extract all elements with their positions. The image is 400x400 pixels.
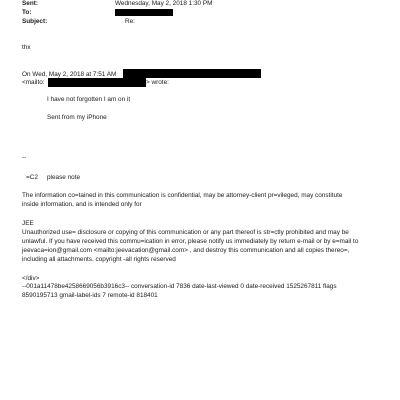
confidentiality-line-2: inside information, and is intended only for [22,201,142,208]
unauthorized-line-2: unlawful. If you have received this commu=ication in error, please notify us immediately by return e-mail or by e=mail to [22,238,359,245]
encoding-code: =C2 [26,174,38,181]
subject-value: Re: [125,18,135,25]
redaction-bar-sender [123,69,261,78]
sent-value: Wednesday, May 2, 2018 1:30 PM [115,0,213,7]
unauthorized-line-4: including all attachments. copyright -all rights reserved [22,256,176,263]
reply-text: thx [22,44,31,51]
quoted-sent-from: Sent from my iPhone [47,114,107,121]
to-label: To: [22,9,32,16]
subject-label: Subject: [22,18,48,25]
metadata-line-1: --001a11478be4258669056b3916c3-- conversation-id 7836 date-last-viewed 0 date-received 1525267811 flags [22,283,337,290]
redaction-bar-to [115,9,173,16]
please-note: please note [47,174,81,181]
initials: JEE [22,220,34,227]
sent-label: Sent: [22,0,38,7]
div-close-tag: </div> [22,275,40,282]
quoted-wrote: > wrote: [146,79,169,86]
unauthorized-line-3: jeevaca=ion@gmail.com <mailto:jeevacation@gmail.com> , and destroy this communication and all copies thereo=, [22,247,350,254]
metadata-line-2: 8590195713 gmail-label-ids 7 remote-id 818401 [22,292,158,299]
quoted-message: I have not forgotten I am on it [47,96,131,103]
redaction-bar-mailto [48,78,146,87]
signature-dash: -- [22,154,27,161]
quoted-date-line: On Wed, May 2, 2018 at 7:51 AM [22,71,117,78]
quoted-mailto: <mailto: [22,79,45,86]
confidentiality-line-1: The information co=tained in this communication is confidential, may be attorney-client pr=vileged, may constitute [22,192,343,199]
unauthorized-line-1: Unauthorized use= disclosure or copying of this communication or any part thereof is str=ctly prohibited and may be [22,229,349,236]
